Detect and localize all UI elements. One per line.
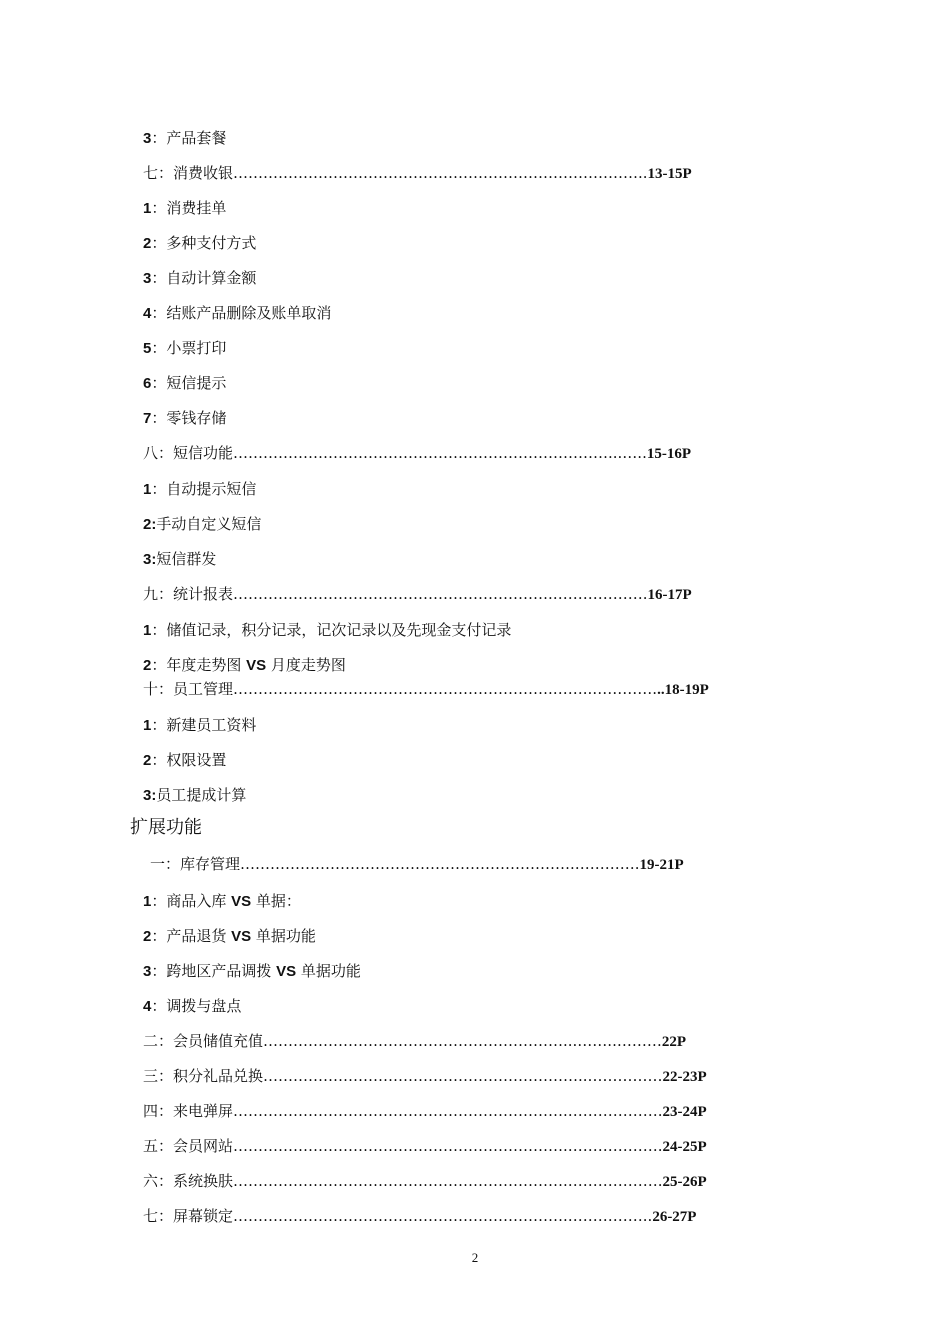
item-separator: ： xyxy=(151,892,167,910)
item-number: 5 xyxy=(143,340,152,357)
item-number: 3 xyxy=(143,270,152,287)
item-number: 3 xyxy=(143,963,152,980)
item-separator: ： xyxy=(151,269,167,287)
item-separator: ： xyxy=(151,480,167,498)
list-item xyxy=(143,514,261,535)
toc-entry xyxy=(143,163,692,184)
item-text: 自动提示短信 xyxy=(166,480,257,498)
item-text: 商品入库 VS 单据： xyxy=(166,892,301,910)
list-item xyxy=(143,620,511,641)
list-item xyxy=(143,338,226,359)
toc-entry xyxy=(143,1031,686,1052)
list-item xyxy=(143,961,361,982)
toc-page-range: 26-27P xyxy=(652,1209,697,1225)
item-number: 3 xyxy=(143,130,152,147)
toc-entry xyxy=(143,443,691,464)
item-number: 3: xyxy=(143,551,157,568)
item-number: 7 xyxy=(143,410,152,427)
item-text: 短信群发 xyxy=(156,550,217,568)
list-item xyxy=(143,373,226,394)
toc-entry-title: 七：消费收银……………………………………………………………………….. xyxy=(143,164,648,182)
toc-page-range: 19-21P xyxy=(639,857,684,873)
toc-page-range: 23-24P xyxy=(662,1104,707,1120)
item-number: 6 xyxy=(143,375,152,392)
list-item xyxy=(143,655,346,676)
toc-page-range: 15-16P xyxy=(646,446,692,462)
toc-entry xyxy=(143,584,692,605)
item-number: 2 xyxy=(143,657,152,674)
toc-entry-title: 三：积分礼品兑换………………………………………………………..…………… xyxy=(143,1067,663,1085)
toc-entry-title: 四：来电弹屏………………………………………………………….………………. xyxy=(143,1102,663,1120)
item-number: 2: xyxy=(143,516,157,533)
list-item xyxy=(143,891,301,912)
list-item xyxy=(143,549,216,570)
toc-entry xyxy=(150,854,684,875)
item-separator: ： xyxy=(151,374,167,392)
toc-entry-title: 一：库存管理………………………………………………………….…………. xyxy=(150,855,640,873)
toc-entry xyxy=(143,679,709,700)
item-separator: ： xyxy=(151,234,167,252)
item-number: 2 xyxy=(143,752,152,769)
item-text: 短信提示 xyxy=(166,374,227,392)
item-text: 产品套餐 xyxy=(166,129,227,147)
item-text: 结账产品删除及账单取消 xyxy=(166,304,332,322)
item-number: 4 xyxy=(143,305,152,322)
item-separator: ： xyxy=(151,716,167,734)
item-text: 调拨与盘点 xyxy=(166,997,242,1015)
toc-entry-title: 五：会员网站………………………………………………………….………………. xyxy=(143,1137,663,1155)
item-text: 产品退货 VS 单据功能 xyxy=(166,927,316,945)
toc-entry-title: 二：会员储值充值……………………………………………………...……..……… xyxy=(143,1032,662,1050)
toc-entry xyxy=(143,1066,707,1087)
item-separator: ： xyxy=(151,962,167,980)
item-separator: ： xyxy=(151,304,167,322)
item-text: 员工提成计算 xyxy=(156,786,247,804)
list-item xyxy=(143,715,256,736)
list-item xyxy=(143,303,331,324)
item-number: 1 xyxy=(143,622,152,639)
item-separator: ： xyxy=(151,621,167,639)
item-text: 小票打印 xyxy=(166,339,227,357)
item-number: 2 xyxy=(143,235,152,252)
item-text: 权限设置 xyxy=(166,751,227,769)
toc-page-range: ..18-19P xyxy=(657,682,709,698)
item-separator: ： xyxy=(151,199,167,217)
list-item xyxy=(143,750,226,771)
toc-entry xyxy=(143,1136,707,1157)
toc-page-range: 13-15P xyxy=(647,166,692,182)
item-separator: ： xyxy=(151,927,167,945)
item-number: 1 xyxy=(143,717,152,734)
item-text: 消费挂单 xyxy=(166,199,227,217)
toc-entry-title: 九：统计报表……………………………………………………….………………. xyxy=(143,585,648,603)
item-text: 多种支付方式 xyxy=(166,234,257,252)
list-item xyxy=(143,926,316,947)
toc-entry-title: 十：员工管理……………………………………………………….……..…………. xyxy=(143,680,658,698)
toc-entry xyxy=(143,1206,696,1227)
toc-page-range: 25-26P xyxy=(662,1174,707,1190)
item-separator: ： xyxy=(151,656,167,674)
item-number: 1 xyxy=(143,481,152,498)
item-number: 1 xyxy=(143,200,152,217)
toc-page-range: 22P xyxy=(661,1034,687,1050)
item-text: 新建员工资料 xyxy=(166,716,257,734)
item-separator: ： xyxy=(151,751,167,769)
item-text: 跨地区产品调拨 VS 单据功能 xyxy=(166,962,361,980)
page-number: 2 xyxy=(471,1250,479,1265)
item-separator: ： xyxy=(151,129,167,147)
list-item xyxy=(143,128,226,149)
item-text: 手动自定义短信 xyxy=(156,515,262,533)
item-text: 零钱存储 xyxy=(166,409,227,427)
list-item xyxy=(143,268,256,289)
toc-entry-title: 七：屏幕锁定………………………………………………………….…………….. xyxy=(143,1207,653,1225)
toc-page-range: 24-25P xyxy=(662,1139,707,1155)
item-number: 3: xyxy=(143,787,157,804)
list-item xyxy=(143,479,256,500)
item-number: 2 xyxy=(143,928,152,945)
list-item xyxy=(143,233,256,254)
toc-entry xyxy=(143,1101,707,1122)
item-separator: ： xyxy=(151,997,167,1015)
list-item xyxy=(143,198,226,219)
toc-entry-title: 六：系统换肤………………………………………………………….………………. xyxy=(143,1172,663,1190)
section-heading-extended-features: 扩展功能 xyxy=(130,817,202,838)
item-number: 4 xyxy=(143,998,152,1015)
toc-page-range: 22-23P xyxy=(662,1069,707,1085)
item-separator: ： xyxy=(151,339,167,357)
list-item xyxy=(143,996,241,1017)
toc-page-range: 16-17P xyxy=(647,587,692,603)
item-text: 储值记录，积分记录，记次记录以及先现金支付记录 xyxy=(166,621,512,639)
item-text: 自动计算金额 xyxy=(166,269,257,287)
item-number: 1 xyxy=(143,893,152,910)
item-text: 年度走势图 VS 月度走势图 xyxy=(166,656,346,674)
item-separator: ： xyxy=(151,409,167,427)
list-item xyxy=(143,785,246,806)
toc-entry-title: 八：短信功能…………………………………………………………………...….. xyxy=(143,444,647,462)
list-item xyxy=(143,408,226,429)
toc-entry xyxy=(143,1171,707,1192)
